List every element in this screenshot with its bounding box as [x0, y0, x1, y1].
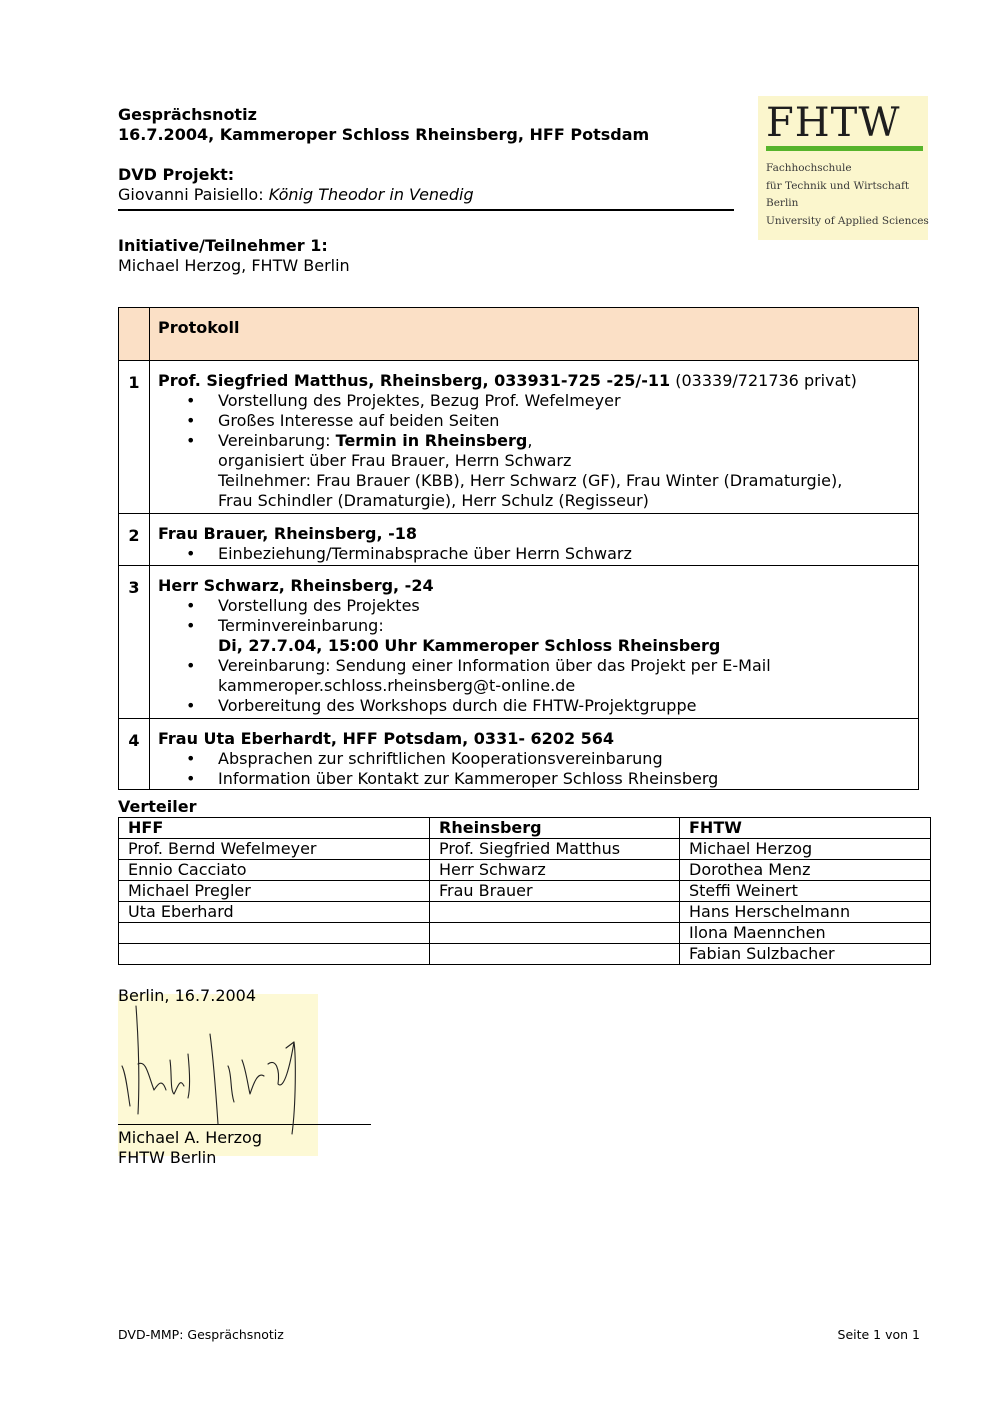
project-work: König Theodor in Venedig — [268, 185, 474, 204]
bullet-icon: • — [186, 696, 196, 715]
protocol-points — [158, 749, 910, 789]
logo-line: University of Applied Sciences — [766, 214, 929, 227]
protocol-contact-main: Prof. Siegfried Matthus, Rheinsberg, 033931-725 -25/-11 — [158, 371, 671, 390]
bullet-icon: • — [186, 749, 196, 768]
protocol-points — [158, 544, 910, 564]
protocol-header-num — [119, 308, 150, 361]
point-text: Teilnehmer: Frau Brauer (KBB), Herr Schwarz (GF), Frau Winter (Dramaturgie), — [218, 471, 843, 490]
document-title: Gesprächsnotiz — [118, 105, 257, 124]
distribution-cell — [430, 944, 680, 965]
protocol-point — [158, 696, 910, 716]
distribution-cell: Hans Herschelmann — [680, 902, 931, 923]
protocol-row-number: 3 — [119, 566, 150, 719]
distribution-cell: Ennio Cacciato — [119, 860, 430, 881]
handwritten-signature — [118, 994, 318, 1144]
initiative-name: Michael Herzog, FHTW Berlin — [118, 256, 350, 275]
distribution-column-fhtw: FHTW — [680, 818, 931, 839]
point-text: Terminvereinbarung: — [218, 616, 384, 635]
protocol-row-number: 4 — [119, 719, 150, 790]
footer-page-number: Seite 1 von 1 — [837, 1327, 920, 1342]
table-row — [119, 860, 931, 881]
distribution-cell: Prof. Siegfried Matthus — [430, 839, 680, 860]
protocol-point — [158, 411, 910, 431]
point-text: Frau Schindler (Dramaturgie), Herr Schulz (Regisseur) — [218, 491, 649, 510]
appointment-date: Di, 27.7.04, 15:00 Uhr Kammeroper Schloss Rheinsberg — [218, 636, 721, 655]
distribution-cell — [119, 923, 430, 944]
bullet-icon: • — [186, 769, 196, 788]
distribution-column-rheinsberg: Rheinsberg — [430, 818, 680, 839]
bullet-icon: • — [186, 616, 196, 635]
protocol-point — [158, 769, 910, 789]
project-label: DVD Projekt: — [118, 165, 235, 184]
bullet-icon: • — [186, 656, 196, 675]
distribution-cell: Herr Schwarz — [430, 860, 680, 881]
footer-document-name: DVD-MMP: Gesprächsnotiz — [118, 1327, 284, 1342]
point-text: Vorbereitung des Workshops durch die FHTW-Projektgruppe — [218, 696, 697, 715]
protocol-row-content — [150, 719, 919, 790]
protocol-contact — [158, 371, 910, 391]
table-row — [119, 839, 931, 860]
protocol-row — [119, 566, 919, 719]
bullet-icon: • — [186, 431, 196, 450]
protocol-row — [119, 719, 919, 790]
point-text: Vereinbarung: — [218, 431, 336, 450]
point-text: Absprachen zur schriftlichen Kooperationsvereinbarung — [218, 749, 663, 768]
distribution-cell: Dorothea Menz — [680, 860, 931, 881]
protocol-point — [158, 431, 910, 511]
distribution-header-row — [119, 818, 931, 839]
signature-org: FHTW Berlin — [118, 1148, 217, 1167]
initiative-label: Initiative/Teilnehmer 1: — [118, 236, 328, 255]
distribution-cell — [119, 944, 430, 965]
document-header — [118, 105, 758, 276]
signature-block — [118, 1128, 262, 1168]
signature-name: Michael A. Herzog — [118, 1128, 262, 1147]
protocol-row — [119, 361, 919, 514]
table-row — [119, 944, 931, 965]
distribution-cell: Michael Pregler — [119, 881, 430, 902]
distribution-cell: Prof. Bernd Wefelmeyer — [119, 839, 430, 860]
logo-wordmark: FHTW — [766, 100, 901, 146]
logo-accent-bar — [766, 146, 923, 151]
table-row — [119, 923, 931, 944]
protocol-point — [158, 544, 910, 564]
protocol-row-content — [150, 361, 919, 514]
protocol-point — [158, 596, 910, 616]
protocol-row-number: 2 — [119, 514, 150, 566]
distribution-cell: Uta Eberhard — [119, 902, 430, 923]
protocol-contact-extra: (03339/721736 privat) — [670, 371, 857, 390]
protocol-contact: Frau Uta Eberhardt, HFF Potsdam, 0331- 6202 564 — [158, 729, 615, 748]
protocol-table — [118, 307, 919, 790]
logo-line: Berlin — [766, 197, 799, 209]
distribution-cell: Steffi Weinert — [680, 881, 931, 902]
point-text: organisiert über Frau Brauer, Herrn Schwarz — [218, 451, 572, 470]
bullet-icon: • — [186, 544, 196, 563]
protocol-contact: Herr Schwarz, Rheinsberg, -24 — [158, 576, 434, 595]
distribution-cell: Fabian Sulzbacher — [680, 944, 931, 965]
contact-email: kammeroper.schloss.rheinsberg@t-online.de — [218, 676, 576, 695]
fhtw-logo — [758, 96, 928, 240]
protocol-header-row — [119, 308, 919, 361]
point-text: Vorstellung des Projektes — [218, 596, 420, 615]
distribution-cell: Michael Herzog — [680, 839, 931, 860]
point-text: , — [527, 431, 533, 450]
protocol-row — [119, 514, 919, 566]
protocol-points — [158, 391, 910, 511]
distribution-cell — [430, 902, 680, 923]
project-author: Giovanni Paisiello: — [118, 185, 269, 204]
protocol-row-content — [150, 514, 919, 566]
protocol-point — [158, 391, 910, 411]
protocol-header-title: Protokoll — [150, 308, 919, 361]
protocol-point — [158, 656, 910, 696]
point-text-bold: Termin in Rheinsberg — [335, 431, 528, 450]
logo-subtitle — [766, 160, 929, 230]
protocol-points — [158, 596, 910, 716]
bullet-icon: • — [186, 411, 196, 430]
protocol-point — [158, 616, 910, 656]
point-text: Einbeziehung/Terminabsprache über Herrn Schwarz — [218, 544, 632, 563]
logo-line: Fachhochschule — [766, 162, 852, 174]
table-row — [119, 902, 931, 923]
protocol-row-number: 1 — [119, 361, 150, 514]
distribution-column-hff: HFF — [119, 818, 430, 839]
protocol-contact: Frau Brauer, Rheinsberg, -18 — [158, 524, 418, 543]
distribution-cell — [430, 923, 680, 944]
meeting-date-place: 16.7.2004, Kammeroper Schloss Rheinsberg, HFF Potsdam — [118, 125, 650, 144]
distribution-cell: Frau Brauer — [430, 881, 680, 902]
point-text: Vereinbarung: Sendung einer Information über das Projekt per E-Mail — [218, 656, 771, 675]
project-title — [118, 185, 758, 205]
bullet-icon: • — [186, 391, 196, 410]
table-row — [119, 881, 931, 902]
distribution-cell: Ilona Maennchen — [680, 923, 931, 944]
point-text: Information über Kontakt zur Kammeroper Schloss Rheinsberg — [218, 769, 719, 788]
signature-place-date: Berlin, 16.7.2004 — [118, 986, 257, 1005]
bullet-icon: • — [186, 596, 196, 615]
point-text: Großes Interesse auf beiden Seiten — [218, 411, 500, 430]
distribution-title: Verteiler — [118, 797, 197, 816]
protocol-point — [158, 749, 910, 769]
protocol-row-content — [150, 566, 919, 719]
logo-line: für Technik und Wirtschaft — [766, 179, 910, 192]
point-text: Vorstellung des Projektes, Bezug Prof. Wefelmeyer — [218, 391, 621, 410]
distribution-table — [118, 817, 931, 965]
